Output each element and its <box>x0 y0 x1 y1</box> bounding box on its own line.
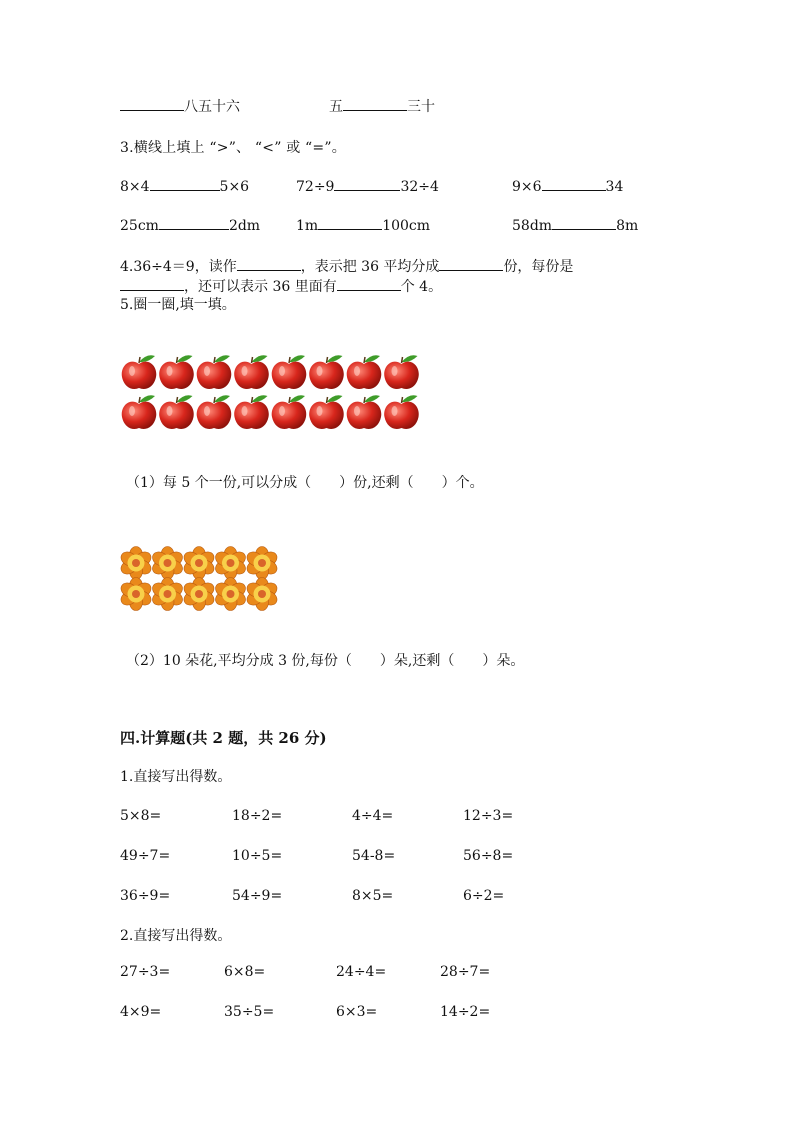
calc-item: 14÷2= <box>440 1004 491 1020</box>
calc-item: 5×8= <box>120 808 162 824</box>
flower-icon <box>244 578 279 611</box>
flower-icon <box>118 578 153 611</box>
q5-title: 5.圈一圈,填一填。 <box>120 297 236 313</box>
q4-text: 个 4。 <box>400 279 443 295</box>
q5-sub1: （1）每 5 个一份,可以分成（ ）份,还剩（ ）个。 <box>126 475 484 491</box>
compare-right: 2dm <box>228 218 261 234</box>
calc-item: 4÷4= <box>352 808 394 824</box>
apple-icon <box>309 355 344 389</box>
flower-icon <box>244 547 279 580</box>
calc-item: 10÷5= <box>232 848 283 864</box>
answer-blank[interactable] <box>343 97 407 111</box>
compare-right: 34 <box>605 179 624 195</box>
compare-right: 8m <box>616 218 639 234</box>
compare-item <box>512 177 623 196</box>
calc-q1-title: 1.直接写出得数。 <box>120 769 232 785</box>
answer-blank[interactable] <box>318 216 382 230</box>
q2-line <box>120 97 240 116</box>
apple-icon <box>197 395 232 429</box>
flower-icon <box>181 547 216 580</box>
answer-blank[interactable] <box>159 216 229 230</box>
flower-icon <box>118 547 153 580</box>
q4-text: ，还可以表示 36 里面有 <box>184 279 337 295</box>
calc-item: 35÷5= <box>224 1004 275 1020</box>
compare-item <box>296 177 439 196</box>
compare-item <box>512 216 638 235</box>
q4-text: ，表示把 36 平均分成 <box>300 259 440 275</box>
calc-item: 54-8= <box>352 848 396 864</box>
answer-blank[interactable] <box>334 177 400 191</box>
calc-item: 36÷9= <box>120 888 171 904</box>
apple-icon <box>347 355 382 389</box>
answer-blank[interactable] <box>150 177 220 191</box>
apple-icon <box>197 355 232 389</box>
calc-item: 12÷3= <box>463 808 514 824</box>
compare-right: 32÷4 <box>400 179 439 195</box>
flower-icon <box>213 578 248 611</box>
q2-item-a-suffix: 八五十六 <box>184 99 240 115</box>
calc-item: 28÷7= <box>440 964 491 980</box>
calc-item: 6×8= <box>224 964 266 980</box>
calc-item: 4×9= <box>120 1004 162 1020</box>
q4-text: 份，每份是 <box>503 259 574 275</box>
compare-left: 72÷9 <box>296 179 335 195</box>
apple-icon <box>272 395 307 429</box>
apple-icon <box>234 355 269 389</box>
answer-blank[interactable] <box>552 216 616 230</box>
answer-blank[interactable] <box>542 177 606 191</box>
apple-grid <box>120 348 420 434</box>
compare-left: 9×6 <box>512 179 542 195</box>
apple-icon <box>122 355 157 389</box>
apple-icon <box>347 395 382 429</box>
q4-line1 <box>120 257 573 276</box>
calc-item: 56÷8= <box>463 848 514 864</box>
calc-item: 49÷7= <box>120 848 171 864</box>
calc-item: 6÷2= <box>463 888 505 904</box>
calc-item: 18÷2= <box>232 808 283 824</box>
apple-icon <box>384 355 419 389</box>
apple-icon <box>384 395 419 429</box>
q5-sub2: （2）10 朵花,平均分成 3 份,每份（ ）朵,还剩（ ）朵。 <box>126 653 525 669</box>
compare-left: 1m <box>296 218 319 234</box>
q4-text: 4.36÷4＝9，读作 <box>120 259 237 275</box>
flower-icon <box>213 547 248 580</box>
calc-item: 27÷3= <box>120 964 171 980</box>
compare-right: 5×6 <box>219 179 250 195</box>
answer-blank[interactable] <box>120 277 184 291</box>
q2-item-b-suffix: 三十 <box>407 99 435 115</box>
apple-icon <box>159 355 194 389</box>
compare-left: 58dm <box>512 218 553 234</box>
q2-line-b <box>329 97 435 116</box>
answer-blank[interactable] <box>120 97 184 111</box>
answer-blank[interactable] <box>337 277 401 291</box>
calc-item: 6×3= <box>336 1004 378 1020</box>
compare-item <box>120 177 249 196</box>
answer-blank[interactable] <box>237 257 301 271</box>
apple-icon <box>234 395 269 429</box>
calc-q2-title: 2.直接写出得数。 <box>120 928 232 944</box>
calc-item: 8×5= <box>352 888 394 904</box>
answer-blank[interactable] <box>439 257 503 271</box>
apple-icon <box>159 395 194 429</box>
calc-item: 24÷4= <box>336 964 387 980</box>
compare-left: 8×4 <box>120 179 150 195</box>
q3-title: 3.横线上填上 “>”、 “<” 或 “=”。 <box>120 140 346 156</box>
flower-icon <box>150 547 185 580</box>
compare-left: 25cm <box>120 218 159 234</box>
compare-item <box>296 216 430 235</box>
flower-icon <box>181 578 216 611</box>
flower-icon <box>150 578 185 611</box>
apple-icon <box>309 395 344 429</box>
apple-icon <box>272 355 307 389</box>
apple-icon <box>122 395 157 429</box>
q2-item-b-prefix: 五 <box>329 99 343 115</box>
compare-right: 100cm <box>382 218 431 234</box>
flower-grid <box>120 548 280 612</box>
section-heading: 四.计算题(共 2 题，共 26 分) <box>120 729 327 747</box>
q4-line2 <box>120 277 442 296</box>
calc-item: 54÷9= <box>232 888 283 904</box>
compare-item <box>120 216 260 235</box>
